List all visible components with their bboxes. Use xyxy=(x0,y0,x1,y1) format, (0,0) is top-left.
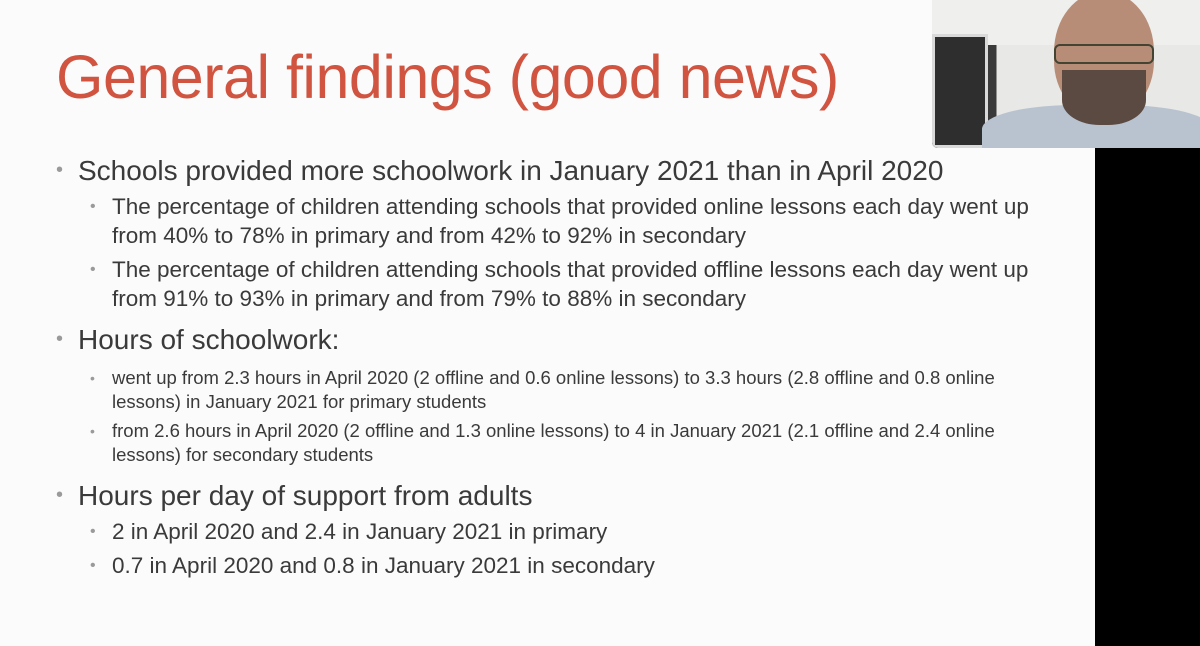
bullet-icon: • xyxy=(90,261,96,278)
bullet-icon: • xyxy=(56,159,64,181)
webcam-shelf xyxy=(932,34,988,148)
bullet-icon: • xyxy=(90,523,96,540)
bullet-hours: • Hours of schoolwork: xyxy=(56,324,340,355)
sub-bullet: • The percentage of children attending schools that provided offline lessons each day went up from 91% to 93% in primary and from 79% to 88% in secondary xyxy=(90,257,1029,311)
webcam-speaker-beard xyxy=(1062,70,1146,125)
webcam-video xyxy=(932,0,1200,148)
bullet-icon: • xyxy=(56,328,64,350)
sub-bullet: • from 2.6 hours in April 2020 (2 offline and 1.3 online lessons) to 4 in January 2021 (2.1 offline and 2.4 online lessons) for secondary students xyxy=(90,420,995,465)
sub-bullet: • went up from 2.3 hours in April 2020 (2 offline and 0.6 online lessons) to 3.3 hours (2.8 offline and 0.8 online lessons) in January 2021 for primary students xyxy=(90,367,995,412)
bullet-schoolwork: • Schools provided more schoolwork in January 2021 than in April 2020 xyxy=(56,155,944,186)
bullet-icon: • xyxy=(90,370,95,386)
sub-bullet: • The percentage of children attending schools that provided online lessons each day went up from 40% to 78% in primary and from 42% to 92% in secondary xyxy=(90,194,1029,248)
sub-bullet: • 0.7 in April 2020 and 0.8 in January 2021 in secondary xyxy=(90,553,655,578)
bullet-icon: • xyxy=(90,198,96,215)
bullet-support: • Hours per day of support from adults xyxy=(56,480,533,511)
sub-bullet: • 2 in April 2020 and 2.4 in January 2021 in primary xyxy=(90,519,608,544)
webcam-speaker-glasses xyxy=(1054,44,1154,64)
slide-bullets xyxy=(54,146,1054,580)
slide-title: General findings (good news) xyxy=(56,43,839,111)
bullet-icon: • xyxy=(56,484,64,506)
bullet-icon: • xyxy=(90,423,95,439)
bullet-icon: • xyxy=(90,557,96,574)
black-letterbox-bar xyxy=(1095,148,1200,646)
